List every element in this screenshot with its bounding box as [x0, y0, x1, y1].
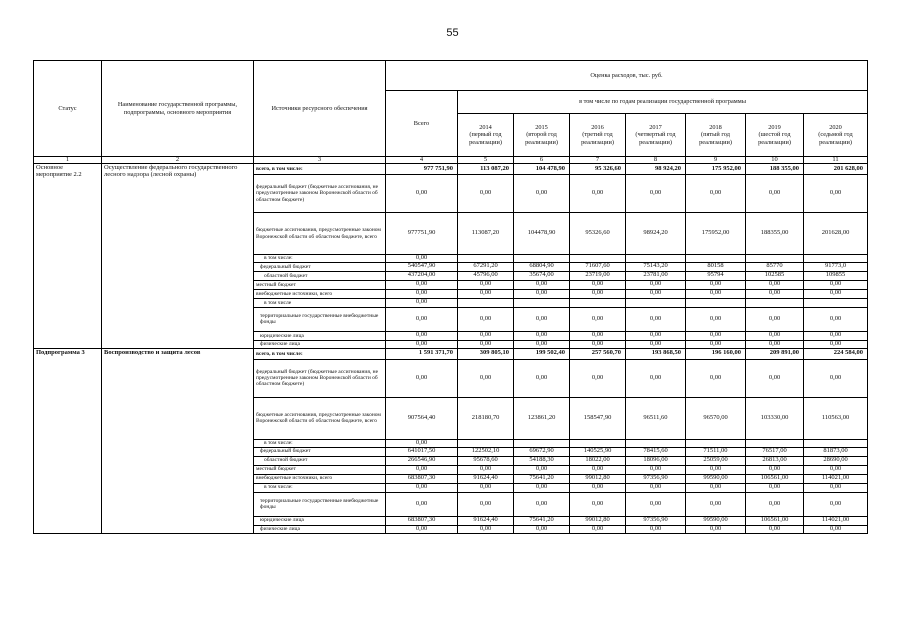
row-year-value: 0,00 — [626, 465, 686, 474]
row-total-value: 0,00 — [386, 289, 458, 298]
column-number: 2 — [102, 157, 254, 164]
row-year-value: 0,00 — [746, 280, 804, 289]
row-year-value: 0,00 — [746, 525, 804, 533]
table-row — [34, 164, 868, 175]
row-year-value: 0,00 — [626, 492, 686, 516]
column-number: 5 — [458, 157, 514, 164]
row-year-value — [804, 255, 868, 263]
row-year-value: 0,00 — [514, 359, 570, 397]
row-year-value: 104478,90 — [514, 213, 570, 255]
row-year-value: 114021,00 — [804, 516, 868, 525]
row-year-value: 99012,80 — [570, 516, 626, 525]
row-year-value — [686, 439, 746, 447]
row-year-value: 196 160,00 — [686, 348, 746, 359]
row-year-value: 99590,00 — [686, 516, 746, 525]
row-year-value: 0,00 — [804, 280, 868, 289]
row-year-value: 97356,90 — [626, 516, 686, 525]
row-year-value: 80158 — [686, 262, 746, 271]
row-year-value: 0,00 — [458, 483, 514, 492]
row-year-value: 309 805,10 — [458, 348, 514, 359]
row-funding-source: в том числе: — [254, 439, 386, 447]
row-year-value: 0,00 — [458, 175, 514, 213]
column-number: 10 — [746, 157, 804, 164]
row-year-value: 0,00 — [686, 175, 746, 213]
row-total-value: 907564,40 — [386, 397, 458, 439]
row-year-value: 0,00 — [746, 340, 804, 348]
row-year-value: 103330,00 — [746, 397, 804, 439]
row-year-value: 0,00 — [686, 465, 746, 474]
row-year-value — [514, 255, 570, 263]
row-year-value: 91624,40 — [458, 474, 514, 483]
row-year-value: 75641,20 — [514, 516, 570, 525]
row-total-value: 0,00 — [386, 483, 458, 492]
header-total: Всего — [386, 91, 458, 157]
header-name: Наименование государственной программы, подпрограммы, основного мероприятия — [102, 61, 254, 157]
header-year-2019 — [746, 114, 804, 157]
row-funding-source: федеральный бюджет — [254, 262, 386, 271]
row-funding-source: физические лица — [254, 525, 386, 533]
row-funding-source: внебюджетные источники, всего — [254, 474, 386, 483]
row-funding-source: федеральный бюджет (бюджетные ассигнования, не предусмотренные законом Воронежской области об областном бюджете) — [254, 175, 386, 213]
row-funding-source: бюджетные ассигнования, предусмотренные законом Воронежской области об областном бюджете, всего — [254, 213, 386, 255]
row-year-value: 0,00 — [686, 331, 746, 340]
row-year-value: 0,00 — [626, 175, 686, 213]
row-total-value: 0,00 — [386, 439, 458, 447]
row-year-value: 0,00 — [686, 359, 746, 397]
row-total-value: 0,00 — [386, 340, 458, 348]
row-year-value: 0,00 — [746, 483, 804, 492]
row-year-value: 96511,60 — [626, 397, 686, 439]
row-year-value — [514, 298, 570, 307]
row-year-value: 0,00 — [626, 483, 686, 492]
row-year-value: 0,00 — [458, 280, 514, 289]
row-year-value: 257 560,70 — [570, 348, 626, 359]
row-year-value: 67291,20 — [458, 262, 514, 271]
header-year-2020 — [804, 114, 868, 157]
row-year-value: 98 924,20 — [626, 164, 686, 175]
row-year-value: 76517,00 — [746, 447, 804, 456]
row-year-value: 81873,00 — [804, 447, 868, 456]
column-number: 11 — [804, 157, 868, 164]
page-number: 55 — [446, 27, 459, 39]
row-year-value: 95326,60 — [570, 213, 626, 255]
header-year-label: 2017 — [649, 123, 662, 131]
row-year-value: 0,00 — [514, 483, 570, 492]
row-year-value: 175 952,00 — [686, 164, 746, 175]
row-year-value: 106561,00 — [746, 516, 804, 525]
row-total-value: 0,00 — [386, 492, 458, 516]
column-number: 6 — [514, 157, 570, 164]
row-year-value: 71607,60 — [570, 262, 626, 271]
row-year-value: 0,00 — [626, 340, 686, 348]
row-year-value: 201 628,00 — [804, 164, 868, 175]
row-year-value: 0,00 — [804, 175, 868, 213]
row-year-value: 0,00 — [514, 175, 570, 213]
row-year-value: 68804,90 — [514, 262, 570, 271]
row-year-value: 0,00 — [458, 307, 514, 331]
header-row-1 — [34, 61, 868, 91]
row-year-value: 122502,10 — [458, 447, 514, 456]
header-year-label: 2018 — [709, 123, 722, 131]
row-year-value: 0,00 — [804, 331, 868, 340]
row-total-value: 683807,30 — [386, 516, 458, 525]
row-year-value: 26813,00 — [746, 456, 804, 465]
row-year-value: 18096,00 — [626, 456, 686, 465]
row-year-value: 0,00 — [458, 331, 514, 340]
row-year-value: 0,00 — [570, 340, 626, 348]
row-year-value — [458, 439, 514, 447]
row-year-value: 71511,00 — [686, 447, 746, 456]
row-funding-source: федеральный бюджет (бюджетные ассигнования, не предусмотренные законом Воронежской области об областном бюджете) — [254, 359, 386, 397]
row-year-value: 0,00 — [746, 465, 804, 474]
row-funding-source: внебюджетные источники, всего — [254, 289, 386, 298]
row-year-value: 78415,60 — [626, 447, 686, 456]
row-year-value: 0,00 — [804, 492, 868, 516]
row-funding-source: юридические лица — [254, 516, 386, 525]
row-year-value: 0,00 — [570, 359, 626, 397]
header-year-desc: (первый год реализации) — [469, 131, 502, 146]
row-program-name: Осуществление федерального государственного лесного надзора (лесной охраны) — [102, 164, 254, 349]
header-year-2016 — [570, 114, 626, 157]
row-status: Основное мероприятие 2.2 — [34, 164, 102, 349]
row-year-value: 99012,80 — [570, 474, 626, 483]
row-year-value: 0,00 — [746, 331, 804, 340]
header-year-label: 2019 — [768, 123, 781, 131]
row-total-value: 977751,90 — [386, 213, 458, 255]
column-number: 1 — [34, 157, 102, 164]
header-year-label: 2014 — [479, 123, 492, 131]
row-year-value: 95 326,60 — [570, 164, 626, 175]
row-year-value: 69672,90 — [514, 447, 570, 456]
row-year-value: 104 478,90 — [514, 164, 570, 175]
row-year-value: 0,00 — [804, 465, 868, 474]
row-year-value: 0,00 — [514, 492, 570, 516]
row-total-value: 0,00 — [386, 359, 458, 397]
row-year-value: 0,00 — [804, 307, 868, 331]
row-funding-source: в том числе: — [254, 255, 386, 263]
row-year-value: 0,00 — [458, 492, 514, 516]
row-year-value: 0,00 — [514, 340, 570, 348]
column-number: 7 — [570, 157, 626, 164]
row-year-value: 45796,00 — [458, 271, 514, 280]
row-year-value: 0,00 — [746, 307, 804, 331]
row-year-value: 224 584,00 — [804, 348, 868, 359]
row-year-value: 0,00 — [626, 307, 686, 331]
row-year-value: 0,00 — [570, 492, 626, 516]
expenditure-table — [33, 60, 868, 534]
row-total-value: 0,00 — [386, 255, 458, 263]
header-year-desc: (второй год реализации) — [525, 131, 558, 146]
row-total-value: 641017,50 — [386, 447, 458, 456]
row-year-value: 0,00 — [746, 492, 804, 516]
header-status: Статус — [34, 61, 102, 157]
row-year-value: 75641,20 — [514, 474, 570, 483]
row-year-value: 0,00 — [570, 483, 626, 492]
header-by-years: в том числе по годам реализации государственной программы — [458, 91, 868, 114]
row-year-value: 106561,00 — [746, 474, 804, 483]
row-year-value: 35674,00 — [514, 271, 570, 280]
row-total-value: 0,00 — [386, 175, 458, 213]
row-year-value: 0,00 — [514, 307, 570, 331]
row-year-value: 0,00 — [686, 492, 746, 516]
header-year-label: 2020 — [829, 123, 842, 131]
row-year-value: 0,00 — [686, 280, 746, 289]
row-year-value: 91624,40 — [458, 516, 514, 525]
row-year-value — [458, 255, 514, 263]
row-funding-source: бюджетные ассигнования, предусмотренные законом Воронежской области об областном бюджете, всего — [254, 397, 386, 439]
header-year-desc: (третий год реализации) — [581, 131, 614, 146]
row-total-value: 1 591 371,70 — [386, 348, 458, 359]
row-total-value: 683807,30 — [386, 474, 458, 483]
row-year-value: 23781,00 — [626, 271, 686, 280]
row-year-value — [458, 298, 514, 307]
row-year-value: 218180,70 — [458, 397, 514, 439]
row-year-value: 158547,90 — [570, 397, 626, 439]
row-funding-source: в том числе — [254, 298, 386, 307]
row-total-value: 437204,00 — [386, 271, 458, 280]
row-year-value: 96570,00 — [686, 397, 746, 439]
header-year-2014 — [458, 114, 514, 157]
row-year-value: 0,00 — [686, 525, 746, 533]
row-funding-source: физические лица — [254, 340, 386, 348]
row-funding-source: местный бюджет — [254, 280, 386, 289]
row-year-value — [570, 298, 626, 307]
header-year-2018 — [686, 114, 746, 157]
row-total-value: 0,00 — [386, 331, 458, 340]
row-year-value — [570, 439, 626, 447]
row-funding-source: местный бюджет — [254, 465, 386, 474]
column-number: 8 — [626, 157, 686, 164]
row-year-value: 0,00 — [804, 340, 868, 348]
row-year-value: 188 355,00 — [746, 164, 804, 175]
row-year-value — [626, 439, 686, 447]
row-year-value — [746, 439, 804, 447]
header-year-2017 — [626, 114, 686, 157]
row-year-value: 0,00 — [514, 525, 570, 533]
row-year-value: 0,00 — [626, 359, 686, 397]
row-year-value: 0,00 — [514, 331, 570, 340]
header-estimate: Оценка расходов, тыс. руб. — [386, 61, 868, 91]
header-year-desc: (седьмой год реализации) — [818, 131, 853, 146]
row-year-value: 140525,90 — [570, 447, 626, 456]
row-year-value: 193 868,50 — [626, 348, 686, 359]
row-year-value: 0,00 — [746, 359, 804, 397]
row-funding-source: территориальные государственные внебюджетные фонды — [254, 492, 386, 516]
row-year-value: 0,00 — [570, 175, 626, 213]
row-year-value: 114021,00 — [804, 474, 868, 483]
row-year-value: 110563,00 — [804, 397, 868, 439]
header-year-label: 2016 — [591, 123, 604, 131]
header-year-desc: (четвертый год реализации) — [635, 131, 676, 146]
row-year-value — [514, 439, 570, 447]
row-year-value: 99590,00 — [686, 474, 746, 483]
row-year-value: 199 502,40 — [514, 348, 570, 359]
row-year-value: 0,00 — [458, 525, 514, 533]
row-year-value: 0,00 — [626, 280, 686, 289]
row-year-value: 0,00 — [458, 465, 514, 474]
row-year-value: 0,00 — [626, 289, 686, 298]
table-row — [34, 348, 868, 359]
row-year-value: 0,00 — [514, 280, 570, 289]
row-year-value: 0,00 — [686, 289, 746, 298]
row-year-value: 91773,0 — [804, 262, 868, 271]
row-year-value: 102585 — [746, 271, 804, 280]
row-year-value: 28690,00 — [804, 456, 868, 465]
header-year-label: 2015 — [535, 123, 548, 131]
row-year-value: 85770 — [746, 262, 804, 271]
row-funding-source: областной бюджет — [254, 456, 386, 465]
row-year-value — [746, 255, 804, 263]
row-year-value: 113087,20 — [458, 213, 514, 255]
row-year-value: 0,00 — [570, 525, 626, 533]
row-total-value: 266546,90 — [386, 456, 458, 465]
row-year-value: 188355,00 — [746, 213, 804, 255]
row-year-value: 0,00 — [686, 340, 746, 348]
row-year-value: 95678,60 — [458, 456, 514, 465]
row-year-value: 54188,30 — [514, 456, 570, 465]
row-year-value — [626, 298, 686, 307]
row-year-value: 0,00 — [458, 340, 514, 348]
row-year-value: 0,00 — [686, 483, 746, 492]
row-year-value: 209 891,00 — [746, 348, 804, 359]
header-row-column-numbers — [34, 157, 868, 164]
row-year-value: 25059,00 — [686, 456, 746, 465]
column-number: 4 — [386, 157, 458, 164]
row-year-value: 0,00 — [570, 331, 626, 340]
row-funding-source: федеральный бюджет — [254, 447, 386, 456]
row-funding-source: всего, в том числе: — [254, 164, 386, 175]
row-year-value: 0,00 — [746, 289, 804, 298]
row-year-value: 97356,90 — [626, 474, 686, 483]
row-year-value — [626, 255, 686, 263]
row-year-value: 0,00 — [804, 525, 868, 533]
row-year-value — [686, 255, 746, 263]
row-total-value: 0,00 — [386, 280, 458, 289]
column-number: 3 — [254, 157, 386, 164]
row-total-value: 0,00 — [386, 465, 458, 474]
row-funding-source: всего, в том числе: — [254, 348, 386, 359]
row-status: Подпрограмма 3 — [34, 348, 102, 533]
row-year-value: 0,00 — [570, 465, 626, 474]
row-year-value — [570, 255, 626, 263]
row-year-value: 0,00 — [686, 307, 746, 331]
row-total-value: 540547,90 — [386, 262, 458, 271]
row-year-value: 201628,00 — [804, 213, 868, 255]
row-year-value: 0,00 — [514, 465, 570, 474]
row-total-value: 0,00 — [386, 525, 458, 533]
row-program-name: Воспроизводство и защита лесов — [102, 348, 254, 533]
row-year-value: 0,00 — [458, 289, 514, 298]
row-year-value: 113 087,20 — [458, 164, 514, 175]
row-total-value: 0,00 — [386, 307, 458, 331]
row-year-value — [804, 298, 868, 307]
row-year-value — [686, 298, 746, 307]
row-year-value: 0,00 — [804, 359, 868, 397]
row-year-value: 109855 — [804, 271, 868, 280]
header-sources: Источники ресурсного обеспечения — [254, 61, 386, 157]
row-total-value: 977 751,90 — [386, 164, 458, 175]
row-year-value: 95794 — [686, 271, 746, 280]
row-funding-source: юридические лица — [254, 331, 386, 340]
row-funding-source: областной бюджет — [254, 271, 386, 280]
row-year-value: 0,00 — [570, 280, 626, 289]
row-year-value: 0,00 — [570, 289, 626, 298]
row-year-value: 0,00 — [458, 359, 514, 397]
header-year-desc: (шестой год реализации) — [758, 131, 791, 146]
column-number: 9 — [686, 157, 746, 164]
row-year-value: 0,00 — [570, 307, 626, 331]
row-funding-source: территориальные государственные внебюджетные фонды — [254, 307, 386, 331]
row-year-value: 0,00 — [746, 175, 804, 213]
row-year-value — [804, 439, 868, 447]
header-year-desc: (пятый год реализации) — [699, 131, 732, 146]
row-year-value: 0,00 — [626, 525, 686, 533]
row-year-value: 123861,20 — [514, 397, 570, 439]
row-year-value: 0,00 — [626, 331, 686, 340]
row-year-value — [746, 298, 804, 307]
row-year-value: 175952,00 — [686, 213, 746, 255]
row-funding-source: в том числе: — [254, 483, 386, 492]
row-year-value: 0,00 — [804, 289, 868, 298]
row-year-value: 0,00 — [514, 289, 570, 298]
header-year-2015 — [514, 114, 570, 157]
row-total-value: 0,00 — [386, 298, 458, 307]
row-year-value: 0,00 — [804, 483, 868, 492]
row-year-value: 75143,20 — [626, 262, 686, 271]
row-year-value: 23719,00 — [570, 271, 626, 280]
row-year-value: 98924,20 — [626, 213, 686, 255]
row-year-value: 18022,00 — [570, 456, 626, 465]
